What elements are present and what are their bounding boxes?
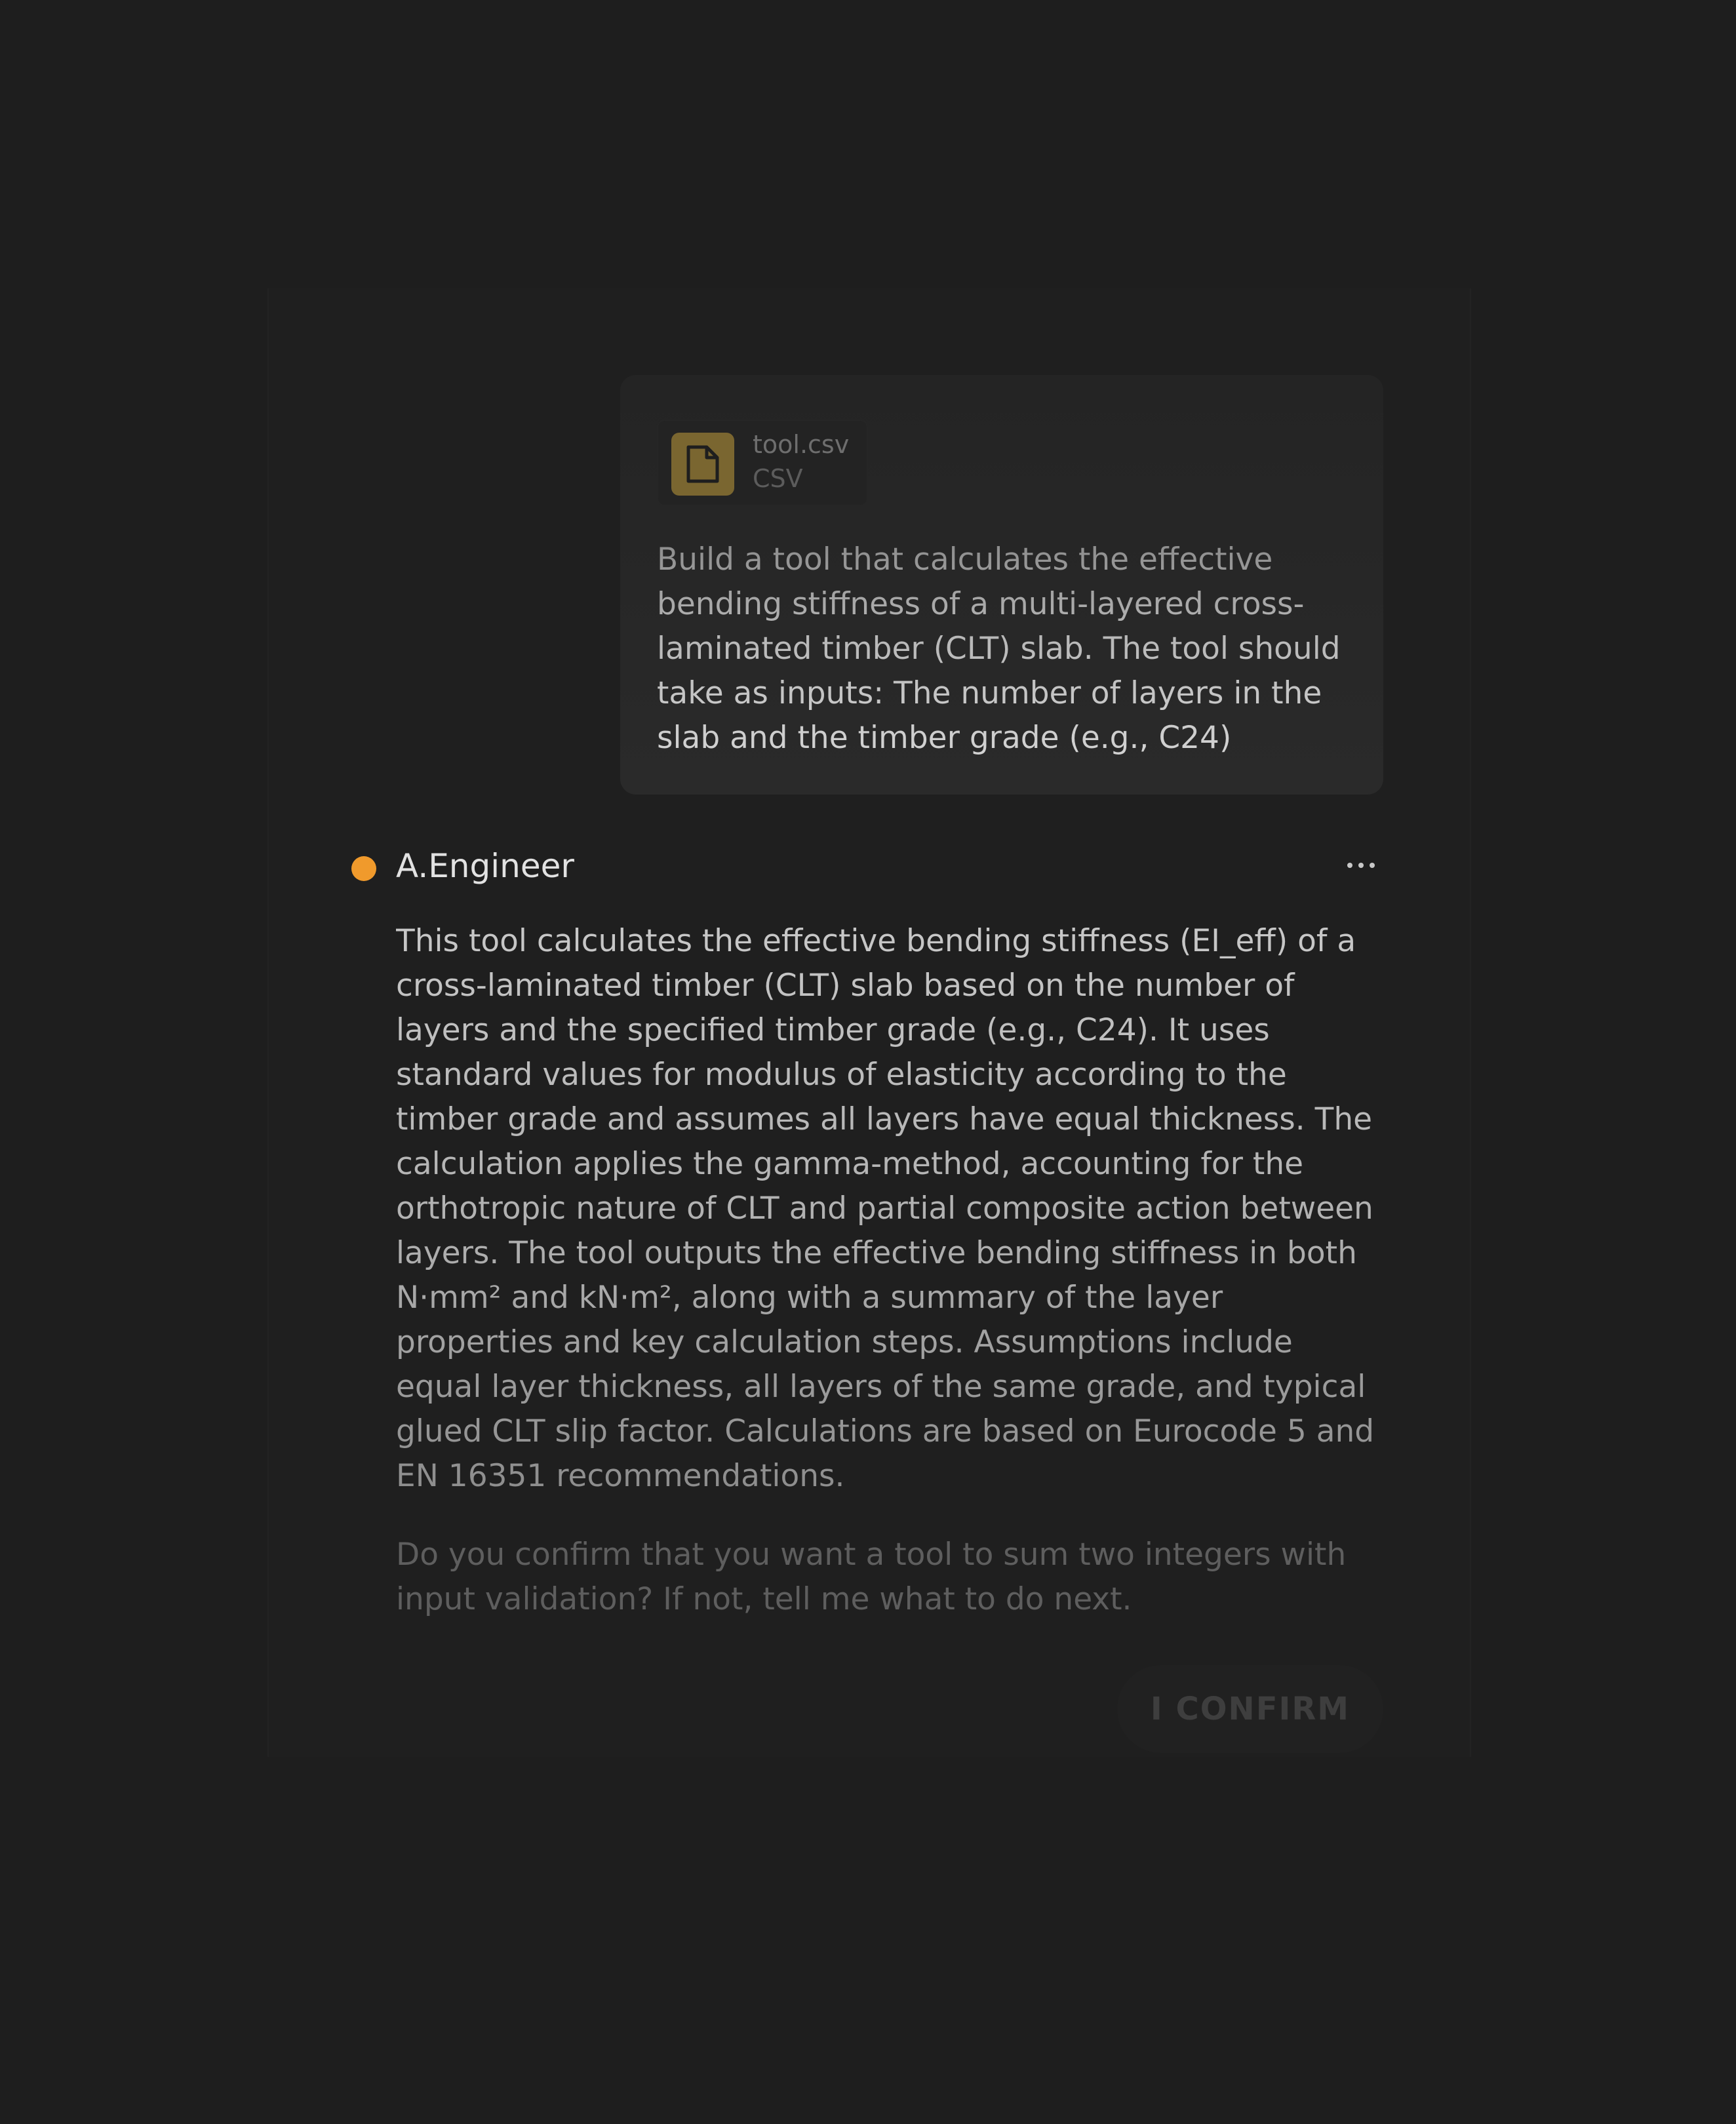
ellipsis-dot — [1370, 863, 1375, 868]
attachment-chip[interactable] — [657, 420, 868, 506]
attachment-type: CSV — [753, 464, 803, 493]
assistant-question: Do you confirm that you want a tool to sum two integers with input validation? If not, tell me what to do next. — [396, 1537, 1347, 1617]
attachment-name: tool.csv — [753, 430, 850, 459]
assistant-response: This tool calculates the effective bending stiffness (EI_eff) of a cross-laminated timber (CLT) slab based on the number of layers and the specified timber grade (e.g., C24). It uses standard values for modulus of elasticity according to the timber grade and assumes all layers have equal thickness. The calculation applies the gamma-method, accounting for the orthotropic nature of CLT and partial composite action between layers. The tool outputs the effective bending stiffness in both N·mm² and kN·m², along with a summary of the layer properties and key calculation steps. Assumptions include equal layer thickness, all layers of the same grade, and typical glued CLT slip factor. Calculations are based on Eurocode 5 and EN 16351 recommendations. — [396, 919, 1379, 1499]
user-message-bubble — [620, 375, 1383, 795]
document-icon — [671, 433, 734, 496]
user-message-text: Build a tool that calculates the effective bending stiffness of a multi-layered cross-laminated timber (CLT) slab. The tool should take as inputs: The number of layers in the slab and the timber grade (e.g., C24) — [657, 538, 1365, 760]
ellipsis-dot — [1358, 863, 1364, 868]
confirm-button[interactable]: I CONFIRM — [1117, 1665, 1383, 1753]
ellipsis-dot — [1347, 863, 1352, 868]
ellipsis-icon[interactable] — [1340, 850, 1382, 881]
assistant-name: A.Engineer — [396, 847, 574, 885]
assistant-status-dot — [351, 856, 376, 881]
